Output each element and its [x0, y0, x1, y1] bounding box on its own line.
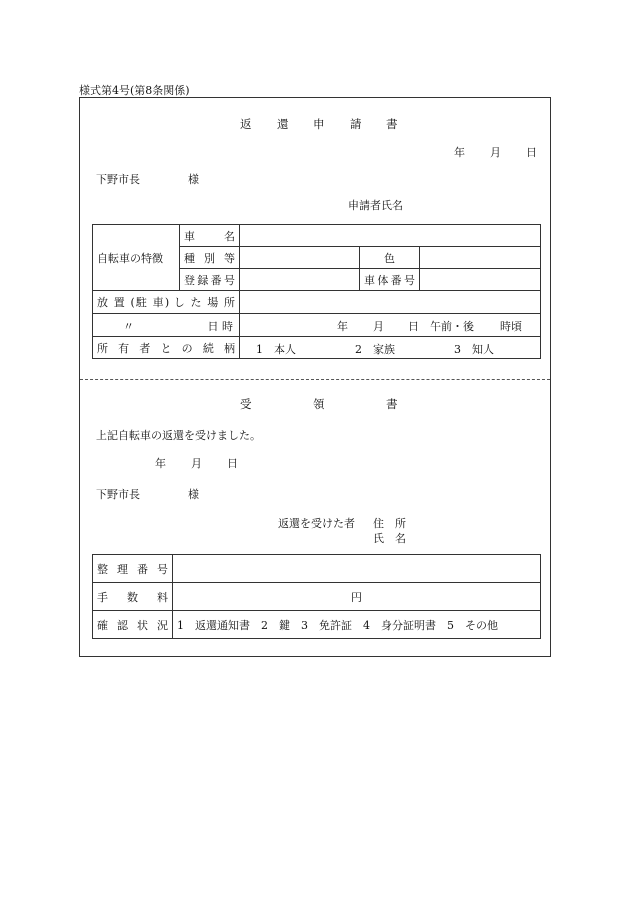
location-label: 放 置 (駐 車) し た 場 所: [93, 291, 240, 314]
confirmation-label: 確 認 状 況: [93, 611, 173, 639]
confirmation-items[interactable]: 1 返還通知書 2 鍵 3 免許証 4 身分証明書 5 その他: [173, 611, 541, 639]
color-field[interactable]: [420, 247, 541, 269]
registration-number-field[interactable]: [240, 269, 360, 291]
receipt-table: [92, 554, 541, 639]
datetime-label: 〃 日 時: [93, 314, 240, 337]
relation-option-acquaintance: 3 知人: [454, 343, 494, 356]
form-number: 様式第4号(第8条関係): [79, 84, 190, 97]
color-label: 色: [360, 247, 420, 269]
datetime-field[interactable]: 年 月 日 午前・後 時頃: [240, 314, 541, 337]
type-label: 種 別 等: [180, 247, 240, 269]
type-field[interactable]: [240, 247, 360, 269]
application-honorific: 様: [188, 173, 199, 186]
features-label: 自転車の特徴: [93, 225, 180, 291]
receipt-statement: 上記自転車の返還を受けました。: [96, 429, 261, 442]
relationship-options[interactable]: [240, 337, 541, 359]
cut-line: [80, 379, 550, 380]
receiver-address-label: 住 所: [373, 517, 406, 530]
reference-number-label: 整 理 番 号: [93, 555, 173, 583]
car-name-label: 車 名: [180, 225, 240, 247]
reference-number-field[interactable]: [173, 555, 541, 583]
relation-option-family: 2 家族: [355, 343, 395, 356]
receipt-honorific: 様: [188, 488, 199, 501]
body-number-field[interactable]: [420, 269, 541, 291]
fee-field[interactable]: 円: [173, 583, 541, 611]
registration-number-label: 登録番号: [180, 269, 240, 291]
form-frame: 返 還 申 請 書 年 月 日 下野市長 様 申請者氏名 自転車の特徴 車 名 種 別 等 色 登録番号 車体番号 放 置 (駐 車) し た 場 所 〃 日 時 年 月 日 午前・後 時頃 所 有 者 と の 続 柄 1 本人 2 家族 3 知人 受 領 書 上記自転車の返還を受けました。 年 月 日 下野市長 様 返還を受けた者 住 所 氏 名 整 理 番 号 手 数 料 円 確 認 状 況 1 返還通知書 2 鍵 3 免許証 4 身分証明書 5 その他: [79, 97, 551, 657]
bicycle-details-table: [92, 224, 541, 359]
relation-option-self: 1 本人: [256, 343, 296, 356]
receipt-addressee: 下野市長: [96, 488, 140, 501]
car-name-field[interactable]: [240, 225, 541, 247]
fee-label: 手 数 料: [93, 583, 173, 611]
relationship-label: 所 有 者 と の 続 柄: [93, 337, 240, 359]
body-number-label: 車体番号: [360, 269, 420, 291]
receiver-name-label: 氏 名: [373, 532, 406, 545]
location-field[interactable]: [240, 291, 541, 314]
applicant-name-label: 申請者氏名: [348, 199, 403, 212]
receiver-label: 返還を受けた者: [278, 517, 355, 530]
application-addressee: 下野市長: [96, 173, 140, 186]
